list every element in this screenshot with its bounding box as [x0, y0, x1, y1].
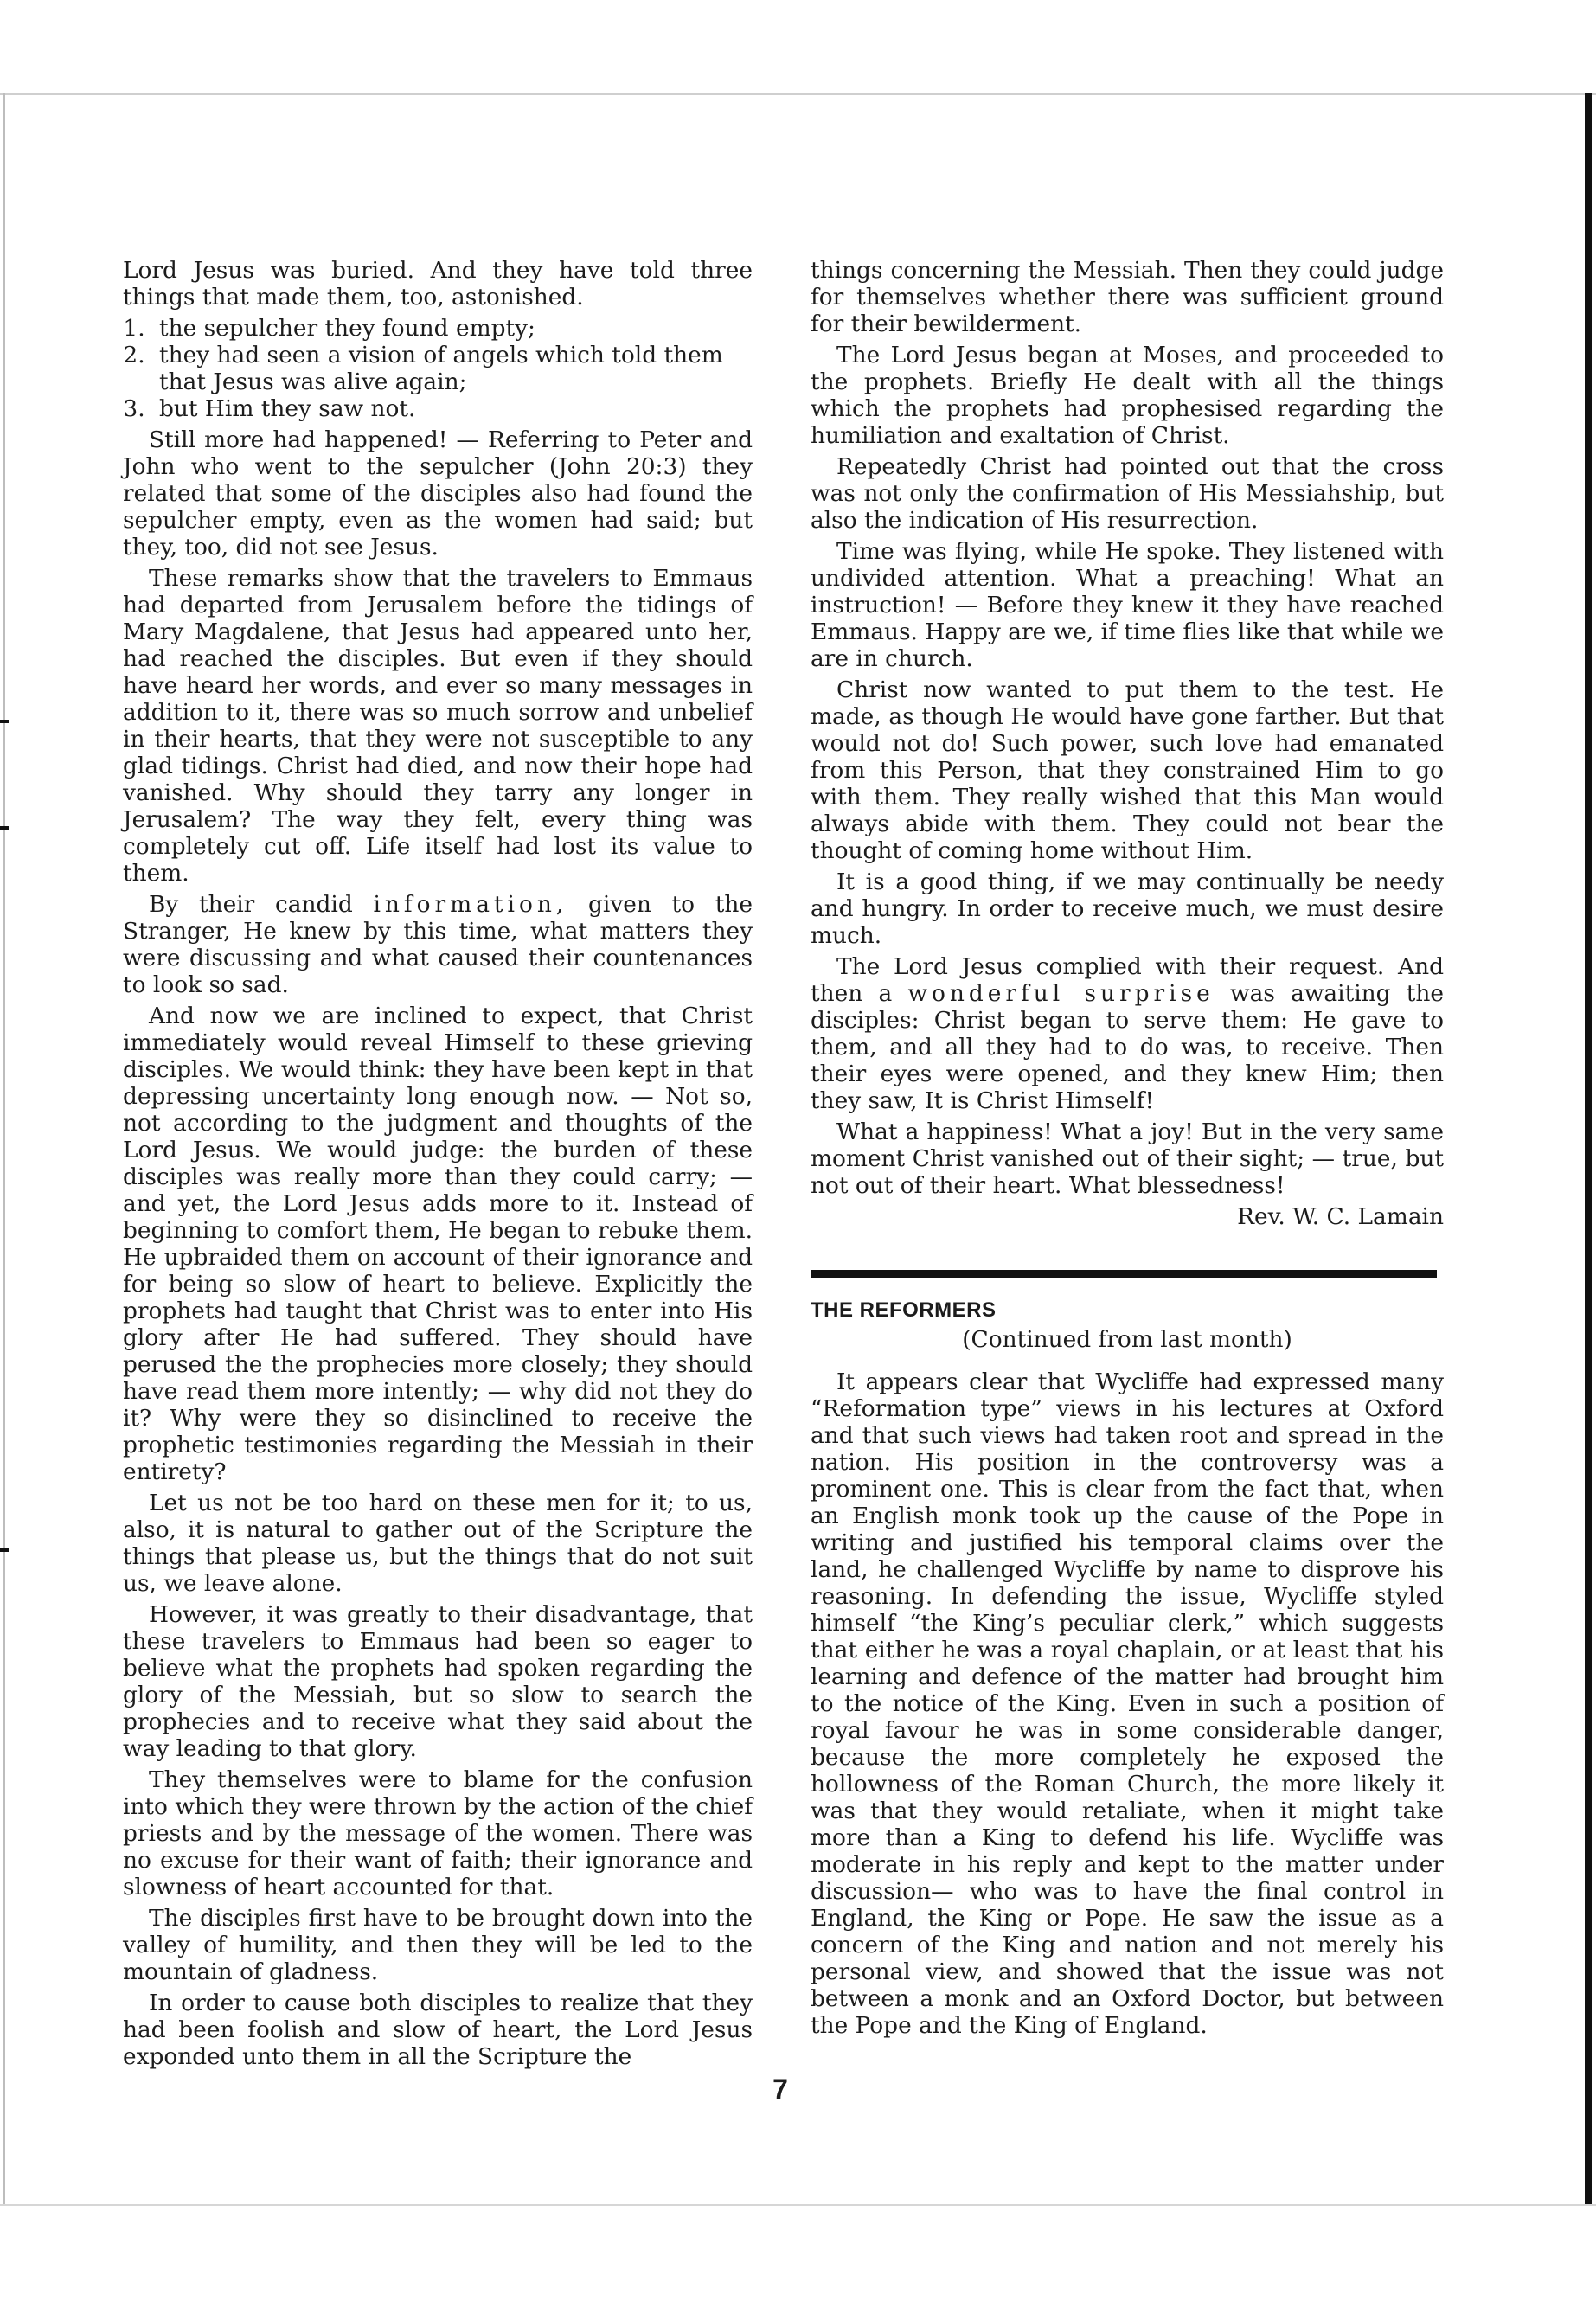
section-title: THE REFORMERS: [811, 1298, 997, 1322]
paragraph: They themselves were to blame for the confusion into which they were thrown by the action of the chief priests and by the message of the women. There was no excuse for their want of faith; their ignorance and slowness of heart accounted for that.: [123, 1766, 753, 1900]
paragraph: However, it was greatly to their disadvantage, that these travelers to Emmaus had been so eager to believe what the prophets had spoken regarding the glory of the Messiah, but so slow to search the prophecies and to receive what they said about the way leading to that glory.: [123, 1601, 753, 1762]
page-edge-right: [1585, 93, 1592, 2204]
spaced-text: wonderful surprise: [907, 980, 1215, 1007]
paragraph: It appears clear that Wycliffe had expressed many “Reformation type” views in his lectures at Oxford and that such views had taken root and spread in the nation. His position in the controversy was a prominent one. This is clear from the fact that, when an English monk took up the cause of the Pope in writing and justified his temporal claims over the land, he challenged Wycliffe by name to disprove his reasoning. In defending the issue, Wycliffe styled himself “the King’s peculiar clerk,” which suggests that either he was a royal chaplain, or at least that his learning and defence of the matter had brought him to the notice of the King. Even in such a position of royal favour he was in some considerable danger, because the more completely he exposed the hollowness of the Roman Church, the more likely it was that they would retaliate, when it might take more than a King to defend his life. Wycliffe was moderate in his reply and kept to the matter under discussion— who was to have the final control in England, the King or Pope. He saw the issue as a concern of the King and nation and not merely his personal view, and showed that the issue was not between a monk and an Oxford Doctor, but between the Pope and the King of England.: [811, 1368, 1444, 2039]
page-edge-bottom: [0, 2204, 1596, 2206]
right-column: [811, 257, 1444, 2043]
text-run: The Lord Jesus complied with their request. And then a: [811, 953, 1444, 1007]
page-edge-top: [0, 93, 1596, 95]
paragraph: Lord Jesus was buried. And they have told three things that made them, too, astonished.: [123, 257, 753, 311]
list-item: 3. but Him they saw not.: [152, 395, 753, 422]
paragraph: Let us not be too hard on these men for it; to us, also, it is natural to gather out of the Scripture the things that please us, but the things that do not suit us, we leave alone.: [123, 1490, 753, 1597]
list-item: 2. they had seen a vision of angels which told them that Jesus was alive again;: [152, 342, 753, 395]
paragraph: things concerning the Messiah. Then they could judge for themselves whether there was sufficient ground for their bewilderment.: [811, 257, 1444, 337]
paragraph: These remarks show that the travelers to Emmaus had departed from Jerusalem before the tidings of Mary Magdalene, that Jesus had appeared unto her, had reached the disciples. But even if they should have heard her words, and ever so many messages in addition to it, there was so much sorrow and unbelief in their hearts, that they were not susceptible to any glad tidings. Christ had died, and now their hope had vanished. Why should they tarry any longer in Jerusalem? The way they felt, every thing was completely cut off. Life itself had lost its value to them.: [123, 565, 753, 887]
section-subtitle: (Continued from last month): [962, 1326, 1292, 1353]
paragraph: Repeatedly Christ had pointed out that the cross was not only the confirmation of His Messiahship, but also the indication of His resurrection.: [811, 453, 1444, 534]
paragraph: Still more had happened! — Referring to Peter and John who went to the sepulcher (John 20:3) they related that some of the disciples also had found the sepulcher empty, even as the women had said; but they, too, did not see Jesus.: [123, 426, 753, 561]
paragraph: Time was flying, while He spoke. They listened with undivided attention. What a preaching! What an instruction! — Before they knew it they have reached Emmaus. Happy are we, if time flies like that while we are in church.: [811, 538, 1444, 672]
text-run: By their candid: [149, 891, 374, 918]
left-column: [123, 257, 753, 2074]
binding-mark: [0, 720, 9, 723]
paragraph: [811, 953, 1444, 1114]
paragraph: [123, 891, 753, 998]
paragraph: And now we are inclined to expect, that Christ immediately would reveal Himself to these grieving disciples. We would think: they have been kept in that depressing uncertainty long enough now. — Not so, not according to the judgment and thoughts of the Lord Jesus. We would judge: the burden of these disciples was really more than they could carry; — and yet, the Lord Jesus adds more to it. Instead of beginning to comfort them, He began to rebuke them. He upbraided them on account of their ignorance and for being so slow of heart to believe. Explicitly the prophets had taught that Christ was to enter into His glory after He had suffered. They should have perused the the prophecies more closely; they should have read them more intently; — why did not they do it? Why were they so disinclined to receive the prophetic testimonies regarding the Messiah in their entirety?: [123, 1003, 753, 1485]
numbered-list: [123, 315, 753, 422]
paragraph: In order to cause both disciples to realize that they had been foolish and slow of heart, the Lord Jesus exponded unto them in all the Scripture the: [123, 1990, 753, 2070]
paragraph: The Lord Jesus began at Moses, and proceeded to the prophets. Briefly He dealt with all the things which the prophets had prophesised regarding the humiliation and exaltation of Christ.: [811, 342, 1444, 449]
page-number: 7: [772, 2073, 788, 2105]
page-edge-left: [3, 93, 5, 2204]
spaced-text: information,: [373, 891, 568, 918]
binding-mark: [0, 1548, 9, 1552]
paragraph: What a happiness! What a joy! But in the very same moment Christ vanished out of their sight; — true, but not out of their heart. What blessedness!: [811, 1118, 1444, 1199]
list-item: 1. the sepulcher they found empty;: [152, 315, 753, 342]
author-signature: Rev. W. C. Lamain: [1237, 1203, 1444, 1230]
text-run: given to the Stranger, He knew by this time, what matters they were discussing and what caused their countenances to look so sad.: [123, 891, 753, 998]
paragraph: Christ now wanted to put them to the test. He made, as though He would have gone farther. But that would not do! Such power, such love had emanated from this Person, that they constrained Him to go with them. They really wished that this Man would always abide with them. They could not bear the thought of coming home without Him.: [811, 676, 1444, 864]
paragraph: It is a good thing, if we may continually be needy and hungry. In order to receive much, we must desire much.: [811, 868, 1444, 949]
paragraph: The disciples first have to be brought down into the valley of humility, and then they will be led to the mountain of gladness.: [123, 1905, 753, 1985]
binding-mark: [0, 826, 9, 830]
text-run: was awaiting the disciples: Christ began to serve them: He gave to them, and all they had to do was, to receive. Then their eyes were opened, and they knew Him; then they saw, It is Christ Himself!: [811, 980, 1444, 1114]
section-divider: [811, 1270, 1437, 1278]
